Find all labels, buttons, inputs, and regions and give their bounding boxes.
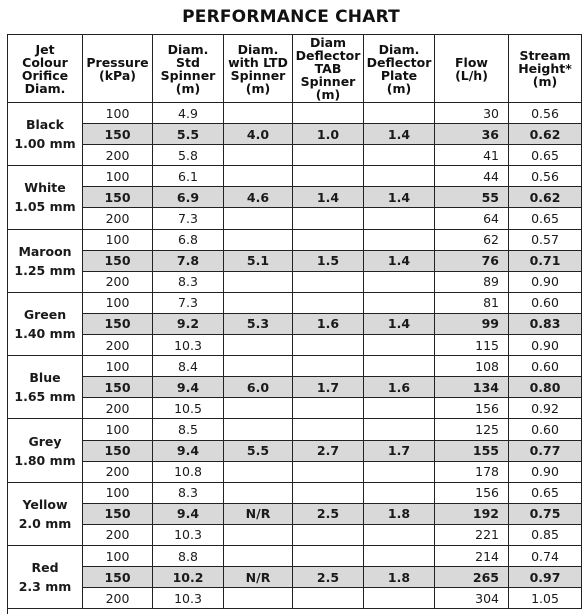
jet-colour-name: Blue <box>29 370 61 386</box>
diam-tab-spinner-cell <box>293 356 364 377</box>
diam-std-spinner-cell: 10.2 <box>153 567 224 588</box>
table-row <box>8 292 582 313</box>
stream-height-cell: 0.57 <box>509 229 582 250</box>
flow-cell: 99 <box>435 313 509 334</box>
flow-cell: 192 <box>435 503 509 524</box>
diam-std-spinner-cell: 9.4 <box>153 377 224 398</box>
header-text-line: Height* <box>518 61 572 76</box>
flow-cell: 108 <box>435 356 509 377</box>
stream-height-cell: 0.71 <box>509 250 582 271</box>
diam-deflector-plate-cell: 1.7 <box>364 440 435 461</box>
table-row <box>8 461 582 482</box>
header-text-line: (m) <box>386 80 412 96</box>
header-diam-std-spinner <box>153 35 224 103</box>
diam-tab-spinner-cell <box>293 524 364 545</box>
diam-ltd-spinner-cell <box>224 461 293 482</box>
diam-std-spinner-cell: 10.8 <box>153 461 224 482</box>
pressure-cell: 100 <box>83 292 153 313</box>
jet-colour-cell <box>8 229 83 292</box>
diam-tab-spinner-cell: 2.5 <box>293 567 364 588</box>
flow-cell: 214 <box>435 545 509 566</box>
table-row <box>8 482 582 503</box>
table-row <box>8 313 582 334</box>
table-row <box>8 545 582 566</box>
diam-deflector-plate-cell: 1.4 <box>364 313 435 334</box>
pressure-cell: 100 <box>83 166 153 187</box>
stream-height-cell: 0.77 <box>509 440 582 461</box>
diam-deflector-plate-cell <box>364 166 435 187</box>
orifice-diameter: 2.3 mm <box>18 579 72 595</box>
header-pressure <box>83 35 153 103</box>
diam-std-spinner-cell: 6.8 <box>153 229 224 250</box>
diam-ltd-spinner-cell: 4.6 <box>224 187 293 208</box>
pressure-cell: 200 <box>83 398 153 419</box>
header-text-line: (m) <box>315 87 341 102</box>
pressure-cell: 200 <box>83 335 153 356</box>
diam-tab-spinner-cell: 1.5 <box>293 250 364 271</box>
header-text-line: with LTD <box>228 54 288 70</box>
diam-deflector-plate-cell <box>364 103 435 124</box>
diam-ltd-spinner-cell: 6.0 <box>224 377 293 398</box>
header-row <box>8 35 582 103</box>
header-text-line: Diam. <box>24 80 66 96</box>
header-text-line: Diam. <box>237 41 279 57</box>
jet-colour-cell <box>8 419 83 482</box>
performance-table <box>7 34 582 609</box>
diam-tab-spinner-cell <box>293 482 364 503</box>
header-text-line: Colour <box>22 54 68 70</box>
orifice-diameter: 1.25 mm <box>14 262 76 278</box>
jet-colour-name: Green <box>23 306 67 322</box>
header-text-line: Plate <box>380 67 418 83</box>
diam-deflector-plate-cell: 1.4 <box>364 187 435 208</box>
diam-ltd-spinner-cell <box>224 229 293 250</box>
diam-std-spinner-cell: 8.4 <box>153 356 224 377</box>
diam-std-spinner-cell: 6.1 <box>153 166 224 187</box>
header-text-line: (L/h) <box>455 67 488 83</box>
table-row <box>8 208 582 229</box>
table-body <box>8 103 582 609</box>
diam-tab-spinner-cell <box>293 461 364 482</box>
diam-ltd-spinner-cell <box>224 292 293 313</box>
table-row <box>8 419 582 440</box>
pressure-cell: 100 <box>83 229 153 250</box>
jet-colour-name: Red <box>31 560 59 576</box>
flow-cell: 62 <box>435 229 509 250</box>
diam-ltd-spinner-cell <box>224 145 293 166</box>
diam-std-spinner-cell: 7.8 <box>153 250 224 271</box>
diam-deflector-plate-cell <box>364 229 435 250</box>
diam-tab-spinner-cell <box>293 103 364 124</box>
diam-deflector-plate-cell: 1.4 <box>364 250 435 271</box>
jet-colour-name: Yellow <box>22 496 68 512</box>
orifice-diameter: 1.80 mm <box>14 452 76 468</box>
table-row <box>8 124 582 145</box>
diam-deflector-plate-cell <box>364 398 435 419</box>
diam-deflector-plate-cell <box>364 271 435 292</box>
header-flow <box>435 35 509 103</box>
header-jet-colour <box>8 35 83 103</box>
diam-deflector-plate-cell <box>364 208 435 229</box>
table-row <box>8 271 582 292</box>
pressure-cell: 100 <box>83 356 153 377</box>
diam-ltd-spinner-cell: 4.0 <box>224 124 293 145</box>
jet-colour-name: Black <box>26 117 64 133</box>
pressure-cell: 100 <box>83 419 153 440</box>
pressure-cell: 100 <box>83 482 153 503</box>
header-text-line: Deflector <box>295 48 361 63</box>
diam-std-spinner-cell: 10.3 <box>153 524 224 545</box>
diam-ltd-spinner-cell <box>224 208 293 229</box>
diam-tab-spinner-cell <box>293 145 364 166</box>
diam-ltd-spinner-cell <box>224 398 293 419</box>
diam-ltd-spinner-cell <box>224 166 293 187</box>
diam-tab-spinner-cell <box>293 545 364 566</box>
header-diam-deflector-tab-spinner <box>293 35 364 103</box>
table-row <box>8 166 582 187</box>
diam-ltd-spinner-cell: N/R <box>224 567 293 588</box>
table-row <box>8 145 582 166</box>
stream-height-cell: 0.92 <box>509 398 582 419</box>
diam-deflector-plate-cell: 1.8 <box>364 567 435 588</box>
flow-cell: 81 <box>435 292 509 313</box>
pressure-cell: 150 <box>83 124 153 145</box>
flow-cell: 156 <box>435 398 509 419</box>
diam-std-spinner-cell: 9.4 <box>153 503 224 524</box>
header-text-line: Diam <box>309 35 347 50</box>
table-row <box>8 103 582 124</box>
flow-cell: 30 <box>435 103 509 124</box>
table-row <box>8 356 582 377</box>
stream-height-cell: 0.60 <box>509 292 582 313</box>
pressure-cell: 150 <box>83 250 153 271</box>
header-text-line: Std <box>176 54 200 70</box>
pressure-cell: 200 <box>83 461 153 482</box>
diam-deflector-plate-cell <box>364 419 435 440</box>
header-text-line: Deflector <box>366 54 432 70</box>
diam-ltd-spinner-cell <box>224 545 293 566</box>
diam-tab-spinner-cell <box>293 271 364 292</box>
diam-ltd-spinner-cell <box>224 419 293 440</box>
jet-colour-name: Grey <box>28 433 62 449</box>
pressure-cell: 150 <box>83 440 153 461</box>
flow-cell: 36 <box>435 124 509 145</box>
diam-std-spinner-cell: 6.9 <box>153 187 224 208</box>
diam-deflector-plate-cell <box>364 356 435 377</box>
table-row <box>8 440 582 461</box>
stream-height-cell: 0.90 <box>509 271 582 292</box>
diam-ltd-spinner-cell <box>224 271 293 292</box>
diam-std-spinner-cell: 10.3 <box>153 588 224 609</box>
jet-colour-cell <box>8 545 83 608</box>
diam-ltd-spinner-cell: 5.3 <box>224 313 293 334</box>
diam-deflector-plate-cell <box>364 461 435 482</box>
jet-colour-cell <box>8 166 83 229</box>
pressure-cell: 200 <box>83 271 153 292</box>
stream-height-cell: 1.05 <box>509 588 582 609</box>
stream-height-cell: 0.56 <box>509 166 582 187</box>
pressure-cell: 200 <box>83 208 153 229</box>
pressure-cell: 150 <box>83 503 153 524</box>
header-text-line: Spinner <box>300 74 356 89</box>
orifice-diameter: 1.05 mm <box>14 199 76 215</box>
header-diam-ltd-spinner <box>224 35 293 103</box>
diam-deflector-plate-cell <box>364 145 435 166</box>
stream-height-cell: 0.65 <box>509 208 582 229</box>
diam-tab-spinner-cell: 1.6 <box>293 313 364 334</box>
header-diam-deflector-plate <box>364 35 435 103</box>
diam-tab-spinner-cell <box>293 398 364 419</box>
stream-height-cell: 0.85 <box>509 524 582 545</box>
flow-cell: 134 <box>435 377 509 398</box>
flow-cell: 156 <box>435 482 509 503</box>
jet-colour-cell <box>8 356 83 419</box>
table-row <box>8 503 582 524</box>
jet-colour-name: White <box>24 180 66 196</box>
jet-colour-cell <box>8 103 83 166</box>
stream-height-cell: 0.65 <box>509 145 582 166</box>
header-text-line: Spinner <box>230 67 286 83</box>
header-text-line: (m) <box>245 80 271 96</box>
diam-deflector-plate-cell: 1.6 <box>364 377 435 398</box>
stream-height-cell: 0.97 <box>509 567 582 588</box>
header-stream-height <box>509 35 582 103</box>
diam-ltd-spinner-cell <box>224 335 293 356</box>
flow-cell: 64 <box>435 208 509 229</box>
header-text-line: Diam. <box>167 41 209 57</box>
stream-height-cell: 0.90 <box>509 335 582 356</box>
header-text-line: (kPa) <box>99 67 136 83</box>
diam-ltd-spinner-cell <box>224 482 293 503</box>
diam-std-spinner-cell: 8.8 <box>153 545 224 566</box>
diam-ltd-spinner-cell <box>224 524 293 545</box>
diam-tab-spinner-cell: 2.5 <box>293 503 364 524</box>
diam-std-spinner-cell: 7.3 <box>153 292 224 313</box>
stream-height-cell: 0.62 <box>509 187 582 208</box>
table-row <box>8 250 582 271</box>
flow-cell: 221 <box>435 524 509 545</box>
diam-ltd-spinner-cell: 5.1 <box>224 250 293 271</box>
diam-deflector-plate-cell <box>364 524 435 545</box>
flow-cell: 89 <box>435 271 509 292</box>
stream-height-cell: 0.90 <box>509 461 582 482</box>
table-row <box>8 567 582 588</box>
diam-std-spinner-cell: 8.3 <box>153 271 224 292</box>
diam-tab-spinner-cell: 1.4 <box>293 187 364 208</box>
diam-ltd-spinner-cell <box>224 103 293 124</box>
flow-cell: 125 <box>435 419 509 440</box>
footnote <box>7 606 582 614</box>
flow-cell: 304 <box>435 588 509 609</box>
diam-deflector-plate-cell <box>364 335 435 356</box>
diam-deflector-plate-cell: 1.8 <box>364 503 435 524</box>
jet-colour-cell <box>8 292 83 355</box>
diam-tab-spinner-cell <box>293 208 364 229</box>
diam-ltd-spinner-cell: N/R <box>224 503 293 524</box>
pressure-cell: 200 <box>83 145 153 166</box>
stream-height-cell: 0.65 <box>509 482 582 503</box>
table-row <box>8 377 582 398</box>
header-text-line: Flow <box>455 54 488 70</box>
table-row <box>8 187 582 208</box>
table-row <box>8 524 582 545</box>
header-text-line: Diam. <box>378 41 420 57</box>
flow-cell: 41 <box>435 145 509 166</box>
pressure-cell: 200 <box>83 524 153 545</box>
stream-height-cell: 0.60 <box>509 356 582 377</box>
stream-height-cell: 0.56 <box>509 103 582 124</box>
orifice-diameter: 2.0 mm <box>18 515 72 531</box>
stream-height-cell: 0.60 <box>509 419 582 440</box>
header-text-line: (m) <box>175 80 201 96</box>
flow-cell: 178 <box>435 461 509 482</box>
orifice-diameter: 1.65 mm <box>14 389 76 405</box>
diam-tab-spinner-cell <box>293 292 364 313</box>
table-row <box>8 335 582 356</box>
pressure-cell: 150 <box>83 377 153 398</box>
diam-deflector-plate-cell <box>364 482 435 503</box>
orifice-diameter: 1.00 mm <box>14 136 76 152</box>
header-text-line: Spinner <box>160 67 216 83</box>
diam-std-spinner-cell: 10.5 <box>153 398 224 419</box>
diam-deflector-plate-cell: 1.4 <box>364 124 435 145</box>
diam-tab-spinner-cell <box>293 419 364 440</box>
header-text-line: Stream <box>519 48 571 63</box>
diam-std-spinner-cell: 5.8 <box>153 145 224 166</box>
diam-tab-spinner-cell <box>293 166 364 187</box>
diam-std-spinner-cell: 8.3 <box>153 482 224 503</box>
flow-cell: 265 <box>435 567 509 588</box>
diam-std-spinner-cell: 8.5 <box>153 419 224 440</box>
header-text-line: (m) <box>532 74 558 89</box>
header-text-line: Jet <box>35 41 55 57</box>
diam-deflector-plate-cell <box>364 292 435 313</box>
stream-height-cell: 0.75 <box>509 503 582 524</box>
diam-std-spinner-cell: 10.3 <box>153 335 224 356</box>
diam-std-spinner-cell: 7.3 <box>153 208 224 229</box>
header-text-line: Orifice <box>21 67 69 83</box>
chart-title: PERFORMANCE CHART <box>182 7 400 27</box>
diam-ltd-spinner-cell <box>224 356 293 377</box>
flow-cell: 44 <box>435 166 509 187</box>
pressure-cell: 100 <box>83 545 153 566</box>
diam-deflector-plate-cell <box>364 545 435 566</box>
stream-height-cell: 0.62 <box>509 124 582 145</box>
pressure-cell: 150 <box>83 313 153 334</box>
jet-colour-name: Maroon <box>18 243 72 259</box>
header-text-line: TAB <box>314 61 342 76</box>
table-row <box>8 398 582 419</box>
diam-std-spinner-cell: 9.4 <box>153 440 224 461</box>
stream-height-cell: 0.80 <box>509 377 582 398</box>
jet-colour-cell <box>8 482 83 545</box>
stream-height-cell: 0.83 <box>509 313 582 334</box>
diam-std-spinner-cell: 5.5 <box>153 124 224 145</box>
diam-tab-spinner-cell: 1.0 <box>293 124 364 145</box>
table-row <box>8 229 582 250</box>
header-text-line: Pressure <box>86 54 149 70</box>
diam-ltd-spinner-cell: 5.5 <box>224 440 293 461</box>
flow-cell: 115 <box>435 335 509 356</box>
pressure-cell: 150 <box>83 567 153 588</box>
stream-height-cell: 0.74 <box>509 545 582 566</box>
diam-std-spinner-cell: 9.2 <box>153 313 224 334</box>
pressure-cell: 100 <box>83 103 153 124</box>
flow-cell: 55 <box>435 187 509 208</box>
pressure-cell: 150 <box>83 187 153 208</box>
orifice-diameter: 1.40 mm <box>14 325 76 341</box>
pressure-cell: 200 <box>83 588 153 609</box>
flow-cell: 76 <box>435 250 509 271</box>
diam-std-spinner-cell: 4.9 <box>153 103 224 124</box>
diam-tab-spinner-cell <box>293 335 364 356</box>
diam-tab-spinner-cell: 1.7 <box>293 377 364 398</box>
diam-tab-spinner-cell <box>293 229 364 250</box>
flow-cell: 155 <box>435 440 509 461</box>
diam-tab-spinner-cell: 2.7 <box>293 440 364 461</box>
